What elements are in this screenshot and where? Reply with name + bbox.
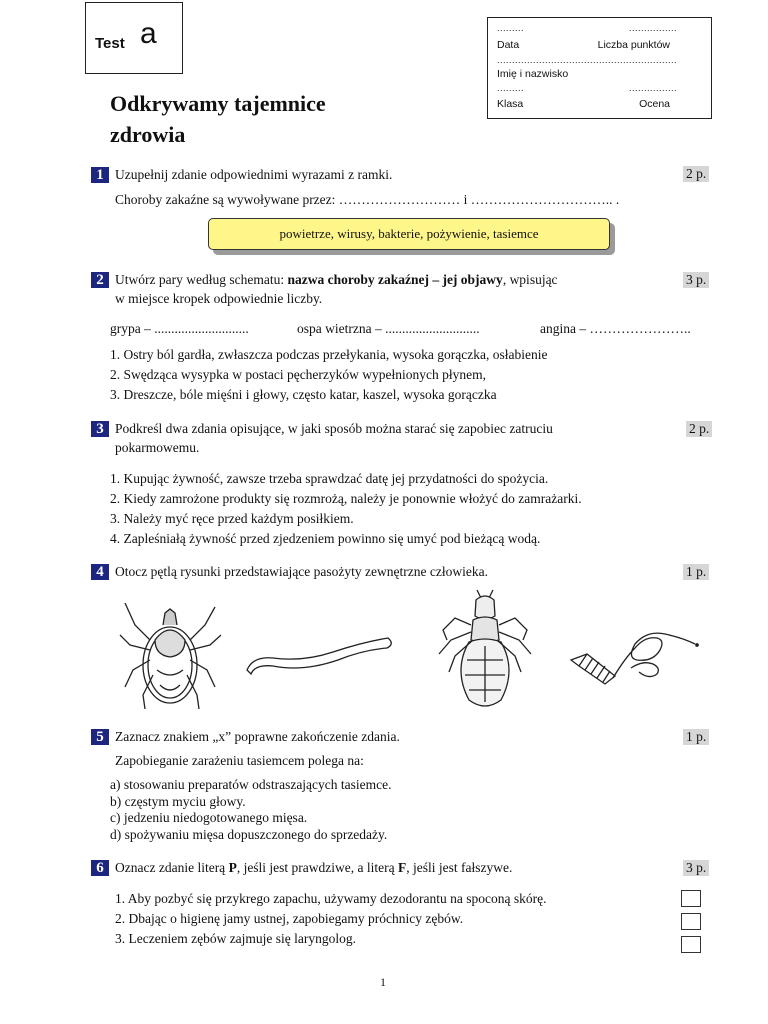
q3-points: 2 p. xyxy=(686,421,712,437)
q1-instruction: Uzupełnij zdanie odpowiednimi wyrazami z ramki. xyxy=(115,167,393,182)
name-label: Imię i nazwisko xyxy=(497,68,569,80)
q2-pair-ospa: ospa wietrzna – ............................ xyxy=(297,321,480,336)
q5-stem: Zapobieganie zarażeniu tasiemcem polega na: xyxy=(115,753,364,768)
test-variant: a xyxy=(140,17,157,50)
q2-points: 3 p. xyxy=(683,272,709,288)
q1-sentence: Choroby zakaźne są wywoływane przez: ……………………… i ………………………….. . xyxy=(115,192,620,207)
q2-pair-angina: angina – ………………….. xyxy=(540,321,691,336)
q3-item-4[interactable]: 4. Zapleśniałą żywność przed zjedzeniem powinno się umyć pod bieżącą wodą. xyxy=(110,531,541,546)
tick-drawing[interactable] xyxy=(115,595,225,713)
q3-instruction: Podkreśl dwa zdania opisujące, w jaki sposób można starać się zapobiec zatruciu xyxy=(115,421,553,436)
q5-option-c[interactable]: c) jedzeniu niedogotowanego mięsa. xyxy=(110,810,308,825)
q6-item-1: 1. Aby pozbyć się przykrego zapachu, używamy dezodorantu na spoconą skórę. xyxy=(115,891,547,906)
page-title xyxy=(110,88,326,150)
q2-item-3: 3. Dreszcze, bóle mięśni i głowy, często katar, kaszel, wysoka gorączka xyxy=(110,387,497,402)
q1-number-badge: 1 xyxy=(91,166,109,184)
q5-instruction: Zaznacz znakiem „x” poprawne zakończenie zdania. xyxy=(115,729,400,744)
q6-points: 3 p. xyxy=(683,860,709,876)
q2-instruction: Utwórz pary według schematu: nazwa choroby zakaźnej – jej objawy, wpisując xyxy=(115,272,558,287)
q3-item-1[interactable]: 1. Kupując żywność, zawsze trzeba sprawdzać datę jej przydatności do spożycia. xyxy=(110,471,549,486)
q3-instruction-line2: pokarmowemu. xyxy=(115,440,200,455)
q2-item-2: 2. Swędząca wysypka w postaci pęcherzyków wypełnionych płynem, xyxy=(110,367,487,382)
test-label: Test xyxy=(95,35,125,52)
q2-bold-phrase: nazwa choroby zakaźnej – jej objawy xyxy=(287,272,503,287)
date-row-dots xyxy=(497,23,702,33)
points-label: Liczba punktów xyxy=(597,39,670,51)
tapeworm-drawing[interactable] xyxy=(565,620,705,700)
q4-number-badge: 4 xyxy=(91,563,109,581)
q6-answer-box-1[interactable] xyxy=(681,890,701,907)
class-label: Klasa xyxy=(497,98,524,110)
q6-answer-box-3[interactable] xyxy=(681,936,701,953)
student-info-box xyxy=(487,17,712,119)
q6-answer-box-2[interactable] xyxy=(681,913,701,930)
q3-item-2[interactable]: 2. Kiedy zamrożone produkty się rozmrożą, należy je ponownie włożyć do zamrażarki. xyxy=(110,491,582,506)
q3-number-badge: 3 xyxy=(91,420,109,438)
q1-word-box: powietrze, wirusy, bakterie, pożywienie, tasiemce xyxy=(208,218,610,250)
louse-drawing[interactable] xyxy=(433,590,538,715)
q3-item-3[interactable]: 3. Należy myć ręce przed każdym posiłkiem. xyxy=(110,511,354,526)
points-dots: ................ xyxy=(629,23,678,33)
test-variant-box xyxy=(85,2,183,74)
q5-option-a[interactable]: a) stosowaniu preparatów odstraszających tasiemce. xyxy=(110,777,392,792)
grade-dots: ................ xyxy=(629,83,678,93)
q6-number-badge: 6 xyxy=(91,859,109,877)
grade-label: Ocena xyxy=(639,98,670,110)
title-line-2: zdrowia xyxy=(110,122,186,147)
q2-number-badge: 2 xyxy=(91,271,109,289)
q5-number-badge: 5 xyxy=(91,728,109,746)
date-dots: ......... xyxy=(497,23,525,33)
q5-option-b[interactable]: b) częstym myciu głowy. xyxy=(110,794,246,809)
title-line-1: Odkrywamy tajemnice xyxy=(110,91,326,116)
q6-item-2: 2. Dbając o higienę jamy ustnej, zapobiegamy próchnicy zębów. xyxy=(115,911,464,926)
class-dots: ......... xyxy=(497,83,525,93)
name-dots: ............................................................ xyxy=(497,55,678,65)
q6-letter-p: P xyxy=(228,860,237,875)
q5-option-d[interactable]: d) spożywaniu mięsa dopuszczonego do sprzedaży. xyxy=(110,827,388,842)
q6-instruction: Oznacz zdanie literą P, jeśli jest prawdziwe, a literą F, jeśli jest fałszywe. xyxy=(115,860,513,875)
q5-points: 1 p. xyxy=(683,729,709,745)
date-label: Data xyxy=(497,39,520,51)
q6-letter-f: F xyxy=(398,860,407,875)
q4-instruction: Otocz pętlą rysunki przedstawiające pasożyty zewnętrzne człowieka. xyxy=(115,564,488,579)
q1-points: 2 p. xyxy=(683,166,709,182)
q4-points: 1 p. xyxy=(683,564,709,580)
q2-instruction-line2: w miejsce kropek odpowiednie liczby. xyxy=(115,291,323,306)
q6-item-3: 3. Leczeniem zębów zajmuje się laryngolog. xyxy=(115,931,357,946)
page-number: 1 xyxy=(380,975,386,989)
roundworm-drawing[interactable] xyxy=(243,630,398,680)
q2-item-1: 1. Ostry ból gardła, zwłaszcza podczas przełykania, wysoka gorączka, osłabienie xyxy=(110,347,548,362)
q2-pair-grypa: grypa – ............................ xyxy=(110,321,249,336)
